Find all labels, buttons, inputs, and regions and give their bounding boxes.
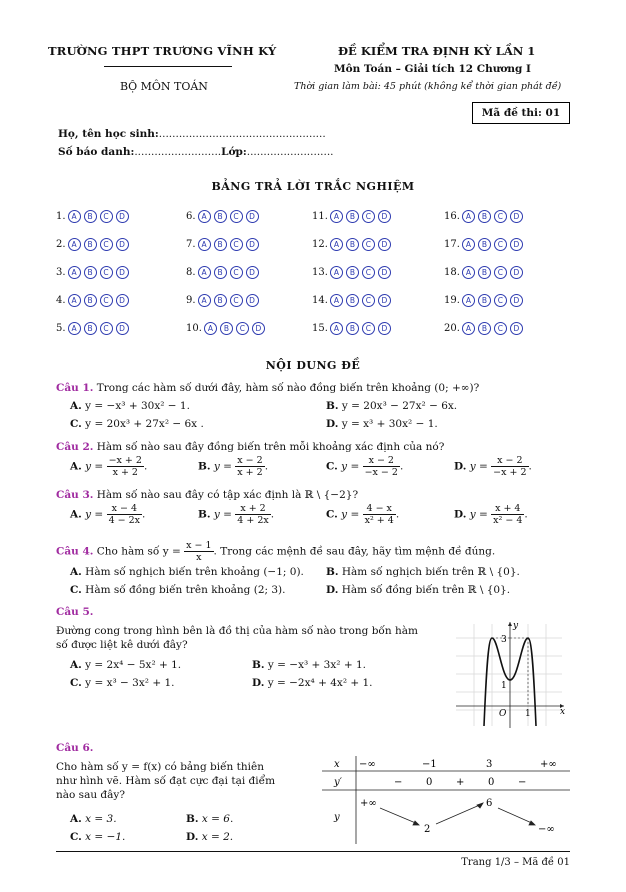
q1-option-d[interactable]: D. y = x³ + 30x² − 1.	[326, 418, 438, 430]
answer-number: 3.	[56, 267, 66, 278]
answer-item	[312, 238, 394, 251]
table-x-val-2: −1	[422, 759, 437, 770]
answer-bubble-c[interactable]: C	[230, 294, 243, 307]
answer-bubble-b[interactable]: B	[346, 266, 359, 279]
answer-bubble-a[interactable]: A	[68, 294, 81, 307]
answer-bubble-d[interactable]: D	[378, 266, 391, 279]
question-text-before: Cho hàm số y =	[96, 545, 181, 558]
answer-number: 8.	[186, 267, 196, 278]
graph-origin-label: O	[499, 709, 507, 719]
q6-option-d[interactable]: D. x = 2.	[186, 831, 234, 843]
q6-text-line3: nào sau đây?	[56, 789, 125, 801]
question-label: Câu 6.	[56, 742, 94, 754]
answer-bubble-c[interactable]: C	[362, 266, 375, 279]
q1-option-b[interactable]: B. y = 20x³ − 27x² − 6x.	[326, 400, 458, 412]
table-sign-4: 0	[488, 777, 495, 788]
answer-sheet-title: BẢNG TRẢ LỜI TRẮC NGHIỆM	[211, 180, 415, 193]
answer-bubble-d[interactable]: D	[246, 294, 259, 307]
q5-c-text: y = x³ − 3x² + 1.	[85, 677, 175, 689]
answer-bubble-d[interactable]: D	[252, 322, 265, 335]
q4-c-text: Hàm số đồng biến trên khoảng (2; 3).	[85, 584, 286, 596]
question-5	[56, 606, 93, 618]
table-y-label: y	[334, 812, 340, 823]
answer-bubble-c[interactable]: C	[100, 266, 113, 279]
answer-bubble-a[interactable]: A	[462, 294, 475, 307]
y-axis-arrow	[508, 622, 512, 626]
q2-a-den: x + 2	[112, 467, 138, 478]
q3-a-den: 4 − 2x	[108, 515, 141, 526]
subject: Môn Toán – Giải tích 12 Chương I	[334, 63, 531, 75]
q1-d-text: y = x³ + 30x² − 1.	[341, 418, 438, 430]
student-name-field	[58, 128, 326, 140]
q3-b-den: 4 + 2x	[237, 515, 269, 526]
table-sign-5: −	[518, 777, 527, 788]
graph-grid	[456, 624, 562, 726]
answer-bubble-d[interactable]: D	[510, 238, 523, 251]
answer-bubble-d[interactable]: D	[510, 266, 523, 279]
student-name-dots: ..................................................	[158, 128, 326, 140]
q6-b-text: x = 6.	[201, 813, 234, 825]
answer-bubble-b[interactable]: B	[214, 210, 227, 223]
answer-bubble-c[interactable]: C	[362, 294, 375, 307]
answer-bubble-d[interactable]: D	[378, 238, 391, 251]
q5-graph	[452, 618, 570, 730]
answer-number: 9.	[186, 295, 196, 306]
table-y-val-2: 2	[424, 824, 431, 835]
answer-item	[186, 210, 262, 223]
answer-number: 13.	[312, 267, 328, 278]
q2-option-d[interactable]: D. y = $\frac{x - 2}{-x + 2}$ .	[454, 455, 532, 478]
answer-bubble-a[interactable]: A	[330, 266, 343, 279]
q4-a-text: Hàm số nghịch biến trên khoảng (−1; 0).	[85, 566, 304, 578]
answer-item	[444, 266, 526, 279]
answer-item	[312, 294, 394, 307]
answer-bubble-b[interactable]: B	[478, 238, 491, 251]
answer-bubble-d[interactable]: D	[116, 322, 129, 335]
answer-bubble-c[interactable]: C	[494, 322, 507, 335]
q1-a-text: y = −x³ + 30x² − 1.	[85, 400, 190, 412]
q1-option-c[interactable]: C. y = 20x³ + 27x² − 6x .	[70, 418, 204, 430]
answer-bubble-b[interactable]: B	[346, 238, 359, 251]
answer-item	[186, 294, 262, 307]
answer-bubble-d[interactable]: D	[510, 322, 523, 335]
answer-bubble-c[interactable]: C	[100, 322, 113, 335]
answer-bubble-d[interactable]: D	[246, 210, 259, 223]
student-name-label: Họ, tên học sinh:	[58, 128, 159, 140]
answer-bubble-c[interactable]: C	[230, 266, 243, 279]
q2-option-a[interactable]: A. y = $\frac{-x + 2}{x + 2}$ .	[70, 455, 148, 478]
table-sign-1: −	[394, 777, 403, 788]
question-3	[56, 489, 358, 501]
answer-bubble-d[interactable]: D	[246, 238, 259, 251]
q5-d-text: y = −2x⁴ + 4x² + 1.	[267, 677, 373, 689]
answer-number: 11.	[312, 211, 328, 222]
question-label: Câu 5.	[56, 606, 94, 618]
q6-text	[56, 760, 286, 802]
q2-option-c[interactable]: C. y = $\frac{x - 2}{-x - 2}$ .	[326, 455, 404, 478]
q1-b-text: y = 20x³ − 27x² − 6x.	[341, 400, 458, 412]
answer-item	[56, 294, 132, 307]
table-sign-2: 0	[426, 777, 433, 788]
answer-item	[56, 238, 132, 251]
q2-c-den: −x − 2	[364, 467, 398, 478]
answer-bubble-b[interactable]: B	[346, 294, 359, 307]
q3-option-c[interactable]: C. y = $\frac{4 - x}{\text{x² + 4}}$ .	[326, 503, 400, 526]
answer-number: 18.	[444, 267, 460, 278]
q6-d-text: x = 2.	[201, 831, 234, 843]
answer-bubble-a[interactable]: A	[68, 322, 81, 335]
answer-bubble-b[interactable]: B	[84, 294, 97, 307]
answer-bubble-c[interactable]: C	[362, 210, 375, 223]
q3-c-num: 4 − x	[363, 503, 396, 515]
content-title: NỘI DUNG ĐỀ	[265, 359, 361, 372]
class-label: Lớp:	[221, 146, 247, 158]
answer-bubble-d[interactable]: D	[116, 210, 129, 223]
answer-number: 17.	[444, 239, 460, 250]
table-x-val-1: −∞	[359, 759, 376, 770]
q4-option-a[interactable]: A. Hàm số nghịch biến trên khoảng (−1; 0).	[70, 566, 304, 578]
answer-bubble-c[interactable]: C	[230, 210, 243, 223]
q5-option-d[interactable]: D. y = −2x⁴ + 4x² + 1.	[252, 677, 373, 689]
answer-bubble-a[interactable]: A	[198, 294, 211, 307]
answer-item	[312, 266, 394, 279]
answer-bubble-a[interactable]: A	[198, 238, 211, 251]
answer-bubble-b[interactable]: B	[84, 238, 97, 251]
answer-bubble-d[interactable]: D	[378, 294, 391, 307]
q6-text-line2: như hình vẽ. Hàm số đạt cực đại tại điểm	[56, 775, 276, 787]
q4-d-text: Hàm số đồng biến trên ℝ \ {0}.	[341, 584, 511, 596]
answer-bubble-b[interactable]: B	[84, 266, 97, 279]
answer-item	[56, 322, 132, 335]
question-1	[56, 382, 479, 394]
table-x-label: x	[334, 759, 340, 770]
question-2	[56, 441, 444, 453]
answer-bubble-c[interactable]: C	[494, 266, 507, 279]
school-underline	[104, 66, 232, 67]
q6-option-a[interactable]: A. x = 3.	[70, 813, 117, 825]
answer-bubble-d[interactable]: D	[510, 210, 523, 223]
q6-text-line1: Cho hàm số y = f(x) có bảng biến thiên	[56, 761, 264, 773]
student-id-field	[58, 146, 334, 158]
answer-number: 1.	[56, 211, 66, 222]
graph-tick-1x: 1	[525, 709, 531, 719]
q5-option-c[interactable]: C. y = x³ − 3x² + 1.	[70, 677, 175, 689]
answer-bubble-d[interactable]: D	[510, 294, 523, 307]
q5-option-a[interactable]: A. y = 2x⁴ − 5x² + 1.	[70, 659, 182, 671]
answer-bubble-a[interactable]: A	[198, 210, 211, 223]
q2-d-num: x − 2	[491, 455, 528, 467]
answer-number: 7.	[186, 239, 196, 250]
answer-number: 2.	[56, 239, 66, 250]
answer-item	[444, 210, 526, 223]
answer-item	[56, 210, 132, 223]
student-id-dots: ..........................	[134, 146, 222, 158]
answer-bubble-b[interactable]: B	[478, 210, 491, 223]
answer-bubble-a[interactable]: A	[330, 210, 343, 223]
answer-number: 20.	[444, 323, 460, 334]
table-y-val-4: −∞	[538, 824, 555, 835]
answer-item	[312, 210, 394, 223]
answer-item	[186, 266, 262, 279]
answer-bubble-a[interactable]: A	[68, 210, 81, 223]
answer-bubble-b[interactable]: B	[478, 266, 491, 279]
department: BỘ MÔN TOÁN	[120, 80, 208, 93]
answer-bubble-a[interactable]: A	[198, 266, 211, 279]
q1-c-text: y = 20x³ + 27x² − 6x .	[85, 418, 204, 430]
answer-number: 19.	[444, 295, 460, 306]
exam-code-box	[472, 102, 570, 124]
answer-item	[186, 322, 268, 335]
question-text: Hàm số nào sau đây đồng biến trên mỗi khoảng xác định của nó?	[96, 441, 445, 453]
question-text-after: . Trong các mệnh đề sau đây, hãy tìm mệnh đề đúng.	[213, 545, 496, 558]
answer-bubble-a[interactable]: A	[462, 322, 475, 335]
q5-text-line2: số được liệt kê dưới đây?	[56, 639, 188, 651]
answer-bubble-b[interactable]: B	[84, 322, 97, 335]
question-text: Trong các hàm số dưới đây, hàm số nào đồng biến trên khoảng (0; +∞)?	[96, 382, 480, 394]
answer-item	[186, 238, 262, 251]
school-name: TRƯỜNG THPT TRƯƠNG VĨNH KÝ	[48, 44, 277, 58]
q6-a-text: x = 3.	[85, 813, 117, 825]
answer-bubble-d[interactable]: D	[116, 238, 129, 251]
answer-bubble-a[interactable]: A	[68, 266, 81, 279]
answer-number: 16.	[444, 211, 460, 222]
table-y-val-1: +∞	[360, 798, 377, 809]
answer-bubble-a[interactable]: A	[204, 322, 217, 335]
q3-d-num: x + 4	[491, 503, 524, 515]
q3-b-num: x + 2	[235, 503, 270, 515]
answer-number: 4.	[56, 295, 66, 306]
answer-bubble-a[interactable]: A	[330, 294, 343, 307]
q3-option-b[interactable]: B. y = $\frac{x + 2}{4 + 2x}$ .	[198, 503, 275, 526]
q4-option-b[interactable]: B. Hàm số nghịch biến trên ℝ \ {0}.	[326, 566, 520, 578]
answer-bubble-b[interactable]: B	[346, 210, 359, 223]
q5-a-text: y = 2x⁴ − 5x² + 1.	[85, 659, 182, 671]
answer-bubble-d[interactable]: D	[246, 266, 259, 279]
answer-bubble-c[interactable]: C	[100, 294, 113, 307]
question-text: Hàm số nào sau đây có tập xác định là ℝ \ {−2}?	[96, 489, 359, 501]
answer-bubble-c[interactable]: C	[362, 322, 375, 335]
q3-a-num: x − 4	[107, 503, 142, 515]
q2-b-den: x + 2	[237, 467, 263, 478]
q6-c-text: x = −1.	[85, 831, 126, 843]
question-label: Câu 2.	[56, 441, 94, 453]
answer-item	[444, 322, 526, 335]
answer-item	[312, 322, 394, 335]
q2-d-den: −x + 2	[493, 467, 527, 478]
q2-c-num: x − 2	[363, 455, 400, 467]
table-y-val-3: 6	[486, 798, 493, 809]
answer-item	[444, 294, 526, 307]
q3-option-a[interactable]: A. y = $\frac{x - 4}{4 - 2x}$ .	[70, 503, 146, 526]
answer-bubble-d[interactable]: D	[116, 294, 129, 307]
answer-bubble-a[interactable]: A	[462, 210, 475, 223]
answer-bubble-b[interactable]: B	[478, 322, 491, 335]
answer-bubble-c[interactable]: C	[494, 210, 507, 223]
answer-bubble-a[interactable]: A	[462, 266, 475, 279]
answer-bubble-d[interactable]: D	[378, 210, 391, 223]
student-id-label: Số báo danh:	[58, 146, 135, 158]
question-label: Câu 1.	[56, 382, 94, 394]
answer-bubble-c[interactable]: C	[494, 238, 507, 251]
answer-number: 5.	[56, 323, 66, 334]
exam-code: Mã đề thi: 01	[481, 107, 561, 119]
answer-bubble-c[interactable]: C	[494, 294, 507, 307]
variation-table	[322, 754, 570, 846]
graph-y-label: y	[513, 621, 519, 631]
q6-option-c[interactable]: C. x = −1.	[70, 831, 126, 843]
q4-b-text: Hàm số nghịch biến trên ℝ \ {0}.	[341, 566, 520, 578]
answer-bubble-b[interactable]: B	[214, 266, 227, 279]
q4-option-c[interactable]: C. Hàm số đồng biến trên khoảng (2; 3).	[70, 584, 286, 596]
q2-option-b[interactable]: B. y = $\frac{x - 2}{x + 2}$ .	[198, 455, 269, 478]
question-4	[56, 540, 495, 563]
q4-frac-num: x − 1	[186, 540, 212, 551]
table-x-val-3: 3	[486, 759, 493, 770]
answer-number: 12.	[312, 239, 328, 250]
question-6	[56, 742, 93, 754]
answer-bubble-a[interactable]: A	[68, 238, 81, 251]
answer-bubble-b[interactable]: B	[214, 238, 227, 251]
graph-tick-3: 3	[501, 635, 507, 645]
class-dots: ..........................	[246, 146, 334, 158]
q6-option-b[interactable]: B. x = 6.	[186, 813, 234, 825]
answer-number: 6.	[186, 211, 196, 222]
q2-b-num: x − 2	[237, 455, 263, 466]
q2-a-num: −x + 2	[108, 455, 142, 466]
answer-bubble-c[interactable]: C	[230, 238, 243, 251]
q5-text-line1: Đường cong trong hình bên là đồ thị của hàm số nào trong bốn hàm	[56, 625, 418, 637]
table-yp-label: y′	[334, 777, 342, 788]
q5-text	[56, 624, 436, 652]
table-sign-3: +	[456, 777, 465, 788]
answer-bubble-b[interactable]: B	[214, 294, 227, 307]
q3-option-d[interactable]: D. y = $\frac{x + 4}{\text{x² − 4}}$ .	[454, 503, 528, 526]
question-label: Câu 3.	[56, 489, 94, 501]
q4-frac-den: x	[196, 552, 202, 563]
graph-tick-1y: 1	[501, 681, 507, 691]
answer-bubble-c[interactable]: C	[100, 210, 113, 223]
table-arrows	[380, 803, 535, 825]
answer-bubble-b[interactable]: B	[346, 322, 359, 335]
time-note: Thời gian làm bài: 45 phút (không kể thời gian phát đề)	[294, 81, 562, 92]
q1-option-a[interactable]: A. y = −x³ + 30x² − 1.	[70, 400, 190, 412]
q5-b-text: y = −x³ + 3x² + 1.	[267, 659, 366, 671]
q3-d-den: x² − 4	[493, 515, 523, 526]
answer-number: 10.	[186, 323, 202, 334]
answer-bubble-c[interactable]: C	[236, 322, 249, 335]
answer-bubble-b[interactable]: B	[220, 322, 233, 335]
answer-number: 15.	[312, 323, 328, 334]
answer-bubble-c[interactable]: C	[100, 238, 113, 251]
answer-item	[56, 266, 132, 279]
exam-title: ĐỀ KIỂM TRA ĐỊNH KỲ LẦN 1	[338, 44, 536, 58]
footer-divider	[56, 851, 570, 852]
answer-item	[444, 238, 526, 251]
answer-bubble-a[interactable]: A	[330, 322, 343, 335]
page-footer: Trang 1/3 – Mã đề 01	[461, 857, 570, 868]
table-x-val-4: +∞	[540, 759, 557, 770]
graph-x-label: x	[560, 707, 566, 717]
answer-number: 14.	[312, 295, 328, 306]
question-label: Câu 4.	[56, 545, 94, 558]
answer-bubble-d[interactable]: D	[378, 322, 391, 335]
answer-bubble-b[interactable]: B	[84, 210, 97, 223]
answer-bubble-b[interactable]: B	[478, 294, 491, 307]
q3-c-den: x² + 4	[364, 515, 394, 526]
q5-option-b[interactable]: B. y = −x³ + 3x² + 1.	[252, 659, 366, 671]
answer-bubble-c[interactable]: C	[362, 238, 375, 251]
q4-option-d[interactable]: D. Hàm số đồng biến trên ℝ \ {0}.	[326, 584, 511, 596]
answer-bubble-a[interactable]: A	[462, 238, 475, 251]
answer-bubble-a[interactable]: A	[330, 238, 343, 251]
answer-bubble-d[interactable]: D	[116, 266, 129, 279]
